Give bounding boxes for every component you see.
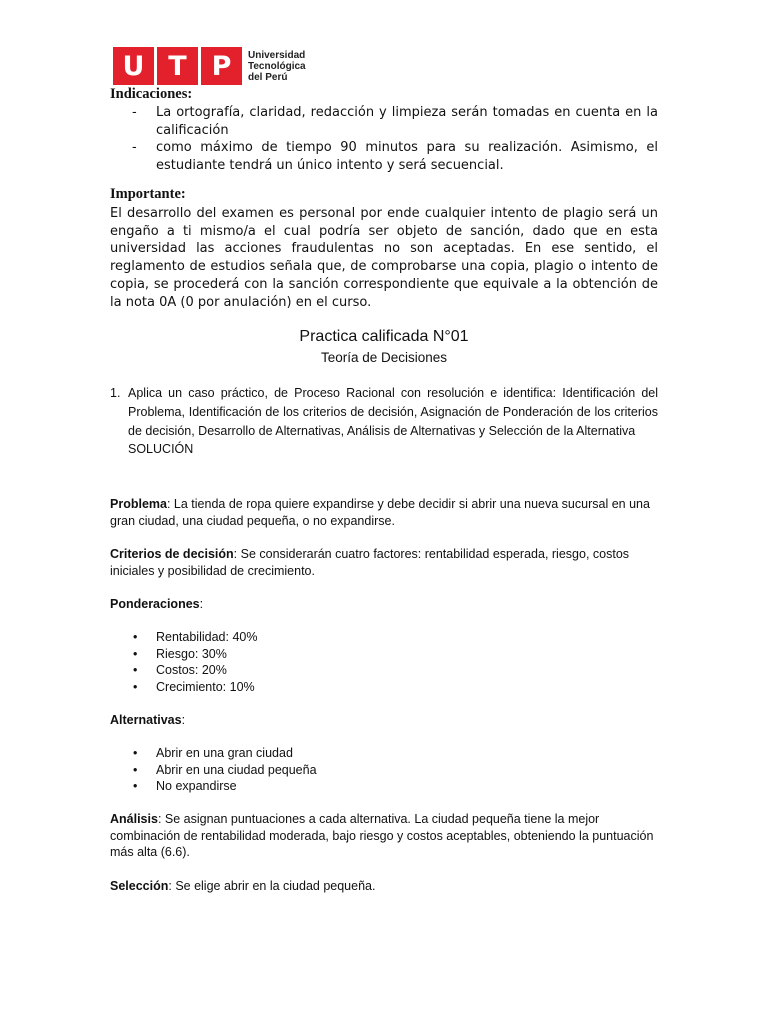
logo-letters xyxy=(113,47,242,85)
criterios-label: Criterios de decisión xyxy=(110,547,234,561)
importante-paragraph: El desarrollo del examen es personal por ende cualquier intento de plagio será un engaño a ti mismo/a el cual podría ser objeto de sanción, dado que en esta universidad las acciones fraudulentas no son aceptadas. En ese sentido, el reglamento de estudios señala que, de comprobarse una copia, plagio o intento de copia, se procederá con la sanción correspondiente que equivale a la obtención de la nota 0A (0 por anulación) en el curso. xyxy=(110,206,658,310)
list-item xyxy=(110,662,510,679)
problema-section xyxy=(110,496,658,529)
ponderaciones-heading xyxy=(110,596,658,613)
seleccion-label: Selección xyxy=(110,879,169,893)
importante-heading: Importante: xyxy=(110,186,186,202)
problema-label: Problema xyxy=(110,497,167,511)
ponderacion-text: Crecimiento: 10% xyxy=(156,679,255,694)
seleccion-text: : Se elige abrir en la ciudad pequeña. xyxy=(168,879,376,893)
logo-line: del Perú xyxy=(248,71,288,83)
list-item xyxy=(110,139,658,174)
logo-letter-p: P xyxy=(201,47,242,85)
analisis-text: : Se asignan puntuaciones a cada alternativa. La ciudad pequeña tiene la mejor combinación de rentabilidad moderada, bajo riesgo y costos aceptables, obteniendo la puntuación más alta (6.6). xyxy=(110,812,654,859)
list-item xyxy=(110,778,510,795)
problema-text: : La tienda de ropa quiere expandirse y debe decidir si abrir una nueva sucursal en una gran ciudad, una ciudad pequeña, o no expandirse. xyxy=(110,497,650,528)
question-text: Aplica un caso práctico, de Proceso Racional con resolución e identifica: Identificación del Problema, Identificación de los criterios de decisión, Asignación de Ponderación de los criterios de decisión, Desarrollo de Alternativas, Análisis de Alternativas y Selección de la Alternativa xyxy=(128,386,658,438)
analisis-section xyxy=(110,811,658,861)
bullet-marker: • xyxy=(133,646,138,661)
ponderaciones-list xyxy=(110,629,510,695)
alternativa-text: Abrir en una gran ciudad xyxy=(156,746,293,760)
question-block xyxy=(110,384,658,459)
seleccion-section xyxy=(110,878,658,895)
analisis-label: Análisis xyxy=(110,812,158,826)
ponderaciones-label: Ponderaciones xyxy=(110,597,200,611)
logo-letter-u: U xyxy=(113,47,154,85)
logo-letter-t: T xyxy=(157,47,198,85)
list-item xyxy=(110,762,510,779)
ponderaciones-suffix: : xyxy=(199,597,204,611)
bullet-marker: • xyxy=(133,762,138,777)
dash-marker: - xyxy=(132,105,137,120)
bullet-marker: • xyxy=(133,746,138,760)
list-item xyxy=(110,646,510,663)
bullet-marker: • xyxy=(133,630,138,644)
logo-wordmark xyxy=(248,50,306,83)
utp-logo xyxy=(113,46,306,86)
indicaciones-list xyxy=(110,104,658,174)
ponderacion-text: Rentabilidad: 40% xyxy=(156,630,258,644)
indicacion-text: La ortografía, claridad, redacción y limpieza serán tomadas en cuenta en la calificación xyxy=(156,105,658,138)
alternativas-list xyxy=(110,745,510,795)
list-item xyxy=(110,104,658,139)
alternativa-text: Abrir en una ciudad pequeña xyxy=(156,762,317,777)
bullet-marker: • xyxy=(133,663,138,677)
logo-line: Tecnológica xyxy=(248,60,306,72)
bullet-marker: • xyxy=(133,679,138,694)
solution-label: SOLUCIÓN xyxy=(128,442,194,457)
list-item xyxy=(110,745,510,762)
page-title: Practica calificada N°01 xyxy=(299,328,469,345)
indicacion-text: como máximo de tiempo 90 minutos para su realización. Asimismo, el estudiante tendrá un único intento y será secuencial. xyxy=(156,140,658,173)
alternativas-suffix: : xyxy=(181,713,186,727)
criterios-text: : Se considerarán cuatro factores: rentabilidad esperada, riesgo, costos iniciales y posibilidad de crecimiento. xyxy=(110,547,630,578)
alternativas-label: Alternativas xyxy=(110,713,182,727)
criterios-section xyxy=(110,546,658,579)
bullet-marker: • xyxy=(133,779,138,793)
alternativas-heading xyxy=(110,712,658,729)
ponderacion-text: Riesgo: 30% xyxy=(156,646,227,661)
list-item xyxy=(110,679,510,696)
indicaciones-heading: Indicaciones: xyxy=(110,86,193,102)
dash-marker: - xyxy=(132,140,137,155)
page-subtitle: Teoría de Decisiones xyxy=(320,350,448,365)
question-number: 1. xyxy=(110,386,121,400)
ponderacion-text: Costos: 20% xyxy=(156,663,227,677)
alternativa-text: No expandirse xyxy=(156,779,237,793)
list-item xyxy=(110,629,510,646)
logo-line: Universidad xyxy=(248,49,306,61)
